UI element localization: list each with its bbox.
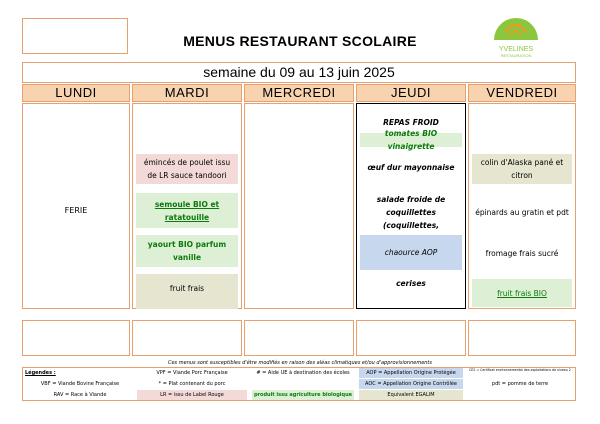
logo-line2: RESTAURATION [500, 53, 532, 58]
legend-lr: LR = issu de Label Rouge [137, 390, 247, 400]
bottom-box-jeudi [356, 320, 466, 356]
legend-rav: RAV = Race à Viande [53, 392, 107, 398]
vendredi-plat: colin d'Alaska pané et citron [472, 154, 572, 184]
mardi-accompagnement: semoule BIO et ratatouille [136, 193, 238, 228]
mardi-plat: émincés de poulet issu de LR sauce tandoori [136, 154, 238, 184]
mardi-dessert: fruit frais [136, 274, 238, 309]
bottom-box-mardi [132, 320, 242, 356]
column-mercredi [244, 103, 354, 309]
week-range: semaine du 09 au 13 juin 2025 [22, 62, 576, 83]
header-mercredi: MERCREDI [244, 84, 354, 102]
jeudi-dessert: cerises [396, 278, 426, 288]
top-left-box [22, 18, 128, 54]
column-lundi [22, 103, 130, 309]
legend-aide: # = Aide UE à destination des écoles [256, 370, 350, 376]
jeudi-label: REPAS FROID [383, 117, 439, 127]
bottom-box-mercredi [244, 320, 354, 356]
legend-bio: produit issu agriculture biologique [253, 392, 353, 398]
header-vendredi: VENDREDI [468, 84, 576, 102]
header-jeudi: JEUDI [356, 84, 466, 102]
column-jeudi [356, 103, 466, 309]
mardi-laitage: yaourt BIO parfum vanille [136, 235, 238, 267]
bottom-box-lundi [22, 320, 130, 356]
column-mardi [132, 103, 242, 309]
legend-aop: AOP = Appellation Origine Protégée [359, 368, 463, 378]
jeudi-plat: salade froide de coquillettes (coquillettes, [376, 194, 446, 230]
notice: Ces menus sont susceptibles d'être modifiés en raison des aléas climatiques et/ou d'approvisionnements [167, 360, 433, 366]
vendredi-accompagnement: épinards au gratin et pdt [475, 207, 569, 217]
legend-cert: CE2 = Certificat environnemental des exploitations de niveau 2 [469, 368, 571, 372]
lundi-ferie: FERIE [64, 205, 88, 215]
page-title: MENUS RESTAURANT SCOLAIRE [183, 33, 417, 49]
header-lundi: LUNDI [22, 84, 130, 102]
legend-porc: * = Plat contenant du porc [158, 381, 226, 387]
legend [22, 367, 576, 401]
bottom-box-vendredi [468, 320, 576, 356]
legend-pdt: pdt = pomme de terre [491, 381, 549, 387]
vendredi-laitage: fromage frais sucré [485, 248, 559, 258]
legend-vbf: VBF = Viande Bovine Française [40, 381, 120, 387]
header-mardi: MARDI [132, 84, 242, 102]
logo-sun-icon [486, 14, 546, 42]
legend-vpf: VPF = Viande Porc Française [156, 370, 228, 376]
legend-aoc: AOC = Appellation Origine Contrôlée [359, 379, 463, 389]
legend-egalim: Equivalent EGALIM [359, 390, 463, 400]
jeudi-entree1: tomates BIO vinaigrette [360, 133, 462, 147]
jeudi-fromage: chaource AOP [360, 235, 462, 270]
logo [486, 14, 546, 58]
legend-header: Légendes : [25, 370, 56, 376]
jeudi-entree2: œuf dur mayonnaise [367, 162, 455, 172]
logo-line1: YVELINES [498, 46, 534, 53]
column-vendredi [468, 103, 576, 309]
vendredi-dessert: fruit frais BIO [472, 279, 572, 307]
